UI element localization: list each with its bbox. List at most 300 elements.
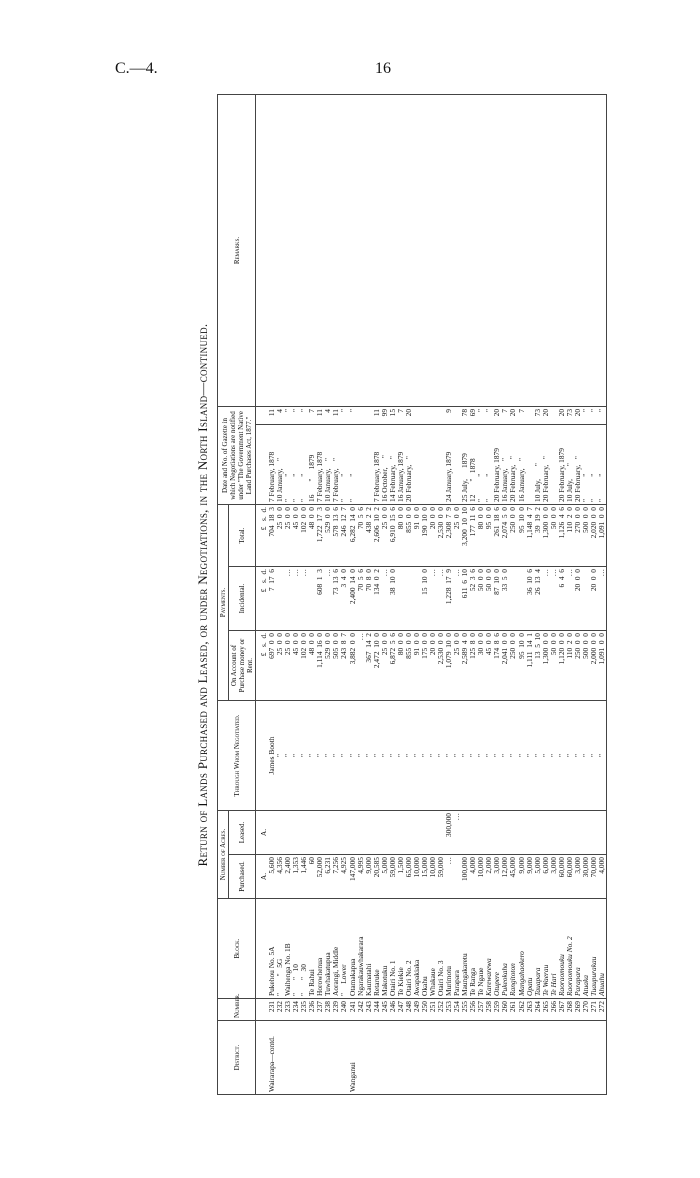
row-gazette-no: 11 [332,406,340,424]
row-purchased: 147,000 [349,855,357,899]
row-gazette-date: 25 July, 1879 [461,425,469,505]
row-gazette-date: 20 February, " [574,425,582,505]
row-purchased: 5,600 [268,855,276,899]
row-number: 233 [284,999,292,1021]
row-total: 2,020 0 0 [590,505,598,567]
row-on-account: 3,882 0 0 [349,631,357,701]
row-gazette-no: 15 [389,406,397,424]
row-through: " [413,701,421,811]
row-number: 242 [357,999,365,1021]
row-gazette-date: " " [582,425,590,505]
row-on-account: 250 0 0 [574,631,582,701]
row-number: 261 [509,999,517,1021]
row-total: 270 0 0 [574,505,582,567]
row-leased [381,811,389,855]
row-through: " [566,701,574,811]
row-on-account: 45 0 0 [485,631,493,701]
row-leased [550,811,558,855]
row-on-account: 2,472 10 0 [373,631,381,701]
row-gazette-no: " [292,406,300,424]
row-incidental: … [284,567,292,631]
row-through: " [292,701,300,811]
row-district [332,1021,340,1095]
row-incidental: 6 4 6 [558,567,566,631]
row-gazette-no: " [284,406,292,424]
row-purchased: 9,000 [365,855,373,899]
rotated-return-table [195,95,685,1095]
table-row [493,94,501,1094]
row-number: 235 [300,999,308,1021]
row-district [550,1021,558,1095]
row-block: Rangitoton [509,899,517,999]
lands-return-table [217,94,607,1095]
row-purchased: 4,000 [469,855,477,899]
row-purchased: 7,256 [332,855,340,899]
row-gazette-date: 14 February, " [389,425,397,505]
row-leased [429,811,437,855]
row-purchased: 10,000 [413,855,421,899]
units-row [256,94,269,1094]
row-remarks [284,94,292,406]
row-incidental: 15 10 0 [421,567,429,631]
col-through: Through Whom Negotiated. [218,701,256,811]
row-purchased: … [445,855,453,899]
row-gazette-no: 4 [324,406,332,424]
row-total: 438 2 2 [365,505,373,567]
row-remarks [300,94,308,406]
row-total: 246 12 7 [340,505,348,567]
row-district [598,1021,607,1095]
row-on-account: 2,041 0 0 [501,631,509,701]
row-block: Awapakiaka [413,899,421,999]
row-incidental: 7 17 6 [268,567,276,631]
row-number: 243 [365,999,373,1021]
row-number: 246 [389,999,397,1021]
row-number: 258 [485,999,493,1021]
row-gazette-no: " [590,406,598,424]
row-through: " [340,701,348,811]
row-number: 252 [437,999,445,1021]
row-incidental: … [381,567,389,631]
col-gazette: Date and No. of Gazette in which Negotiations are notified under "The Government Native Land Purchases Act, 1877." [218,406,256,504]
row-gazette-no [413,406,421,424]
row-remarks [357,94,365,406]
row-total: 91 0 0 [413,505,421,567]
row-district [518,1021,526,1095]
row-gazette-date: " " [485,425,493,505]
row-through: " [534,701,542,811]
row-through: " [542,701,550,811]
table-row [357,94,365,1094]
row-total: 855 0 0 [405,505,413,567]
row-block: Karewarewa [485,899,493,999]
row-purchased: 6,000 [542,855,550,899]
table-row [421,94,429,1094]
row-on-account: 505 0 0 [332,631,340,701]
table-row [501,94,509,1094]
row-remarks [590,94,598,406]
row-block: Tuwhakatupua [324,899,332,999]
row-total: 2,530 0 0 [437,505,445,567]
row-district [469,1021,477,1095]
row-number: 254 [453,999,461,1021]
row-remarks [509,94,517,406]
row-district: Wairarapa—contd. [268,1021,276,1095]
row-district [477,1021,485,1095]
row-block: Parapara [574,899,582,999]
col-block: Block. [218,899,256,999]
row-through: " [558,701,566,811]
row-gazette-no: 4 [276,406,284,424]
row-through: " [509,701,517,811]
row-number: 248 [405,999,413,1021]
row-through: " [598,701,607,811]
row-number: 238 [324,999,332,1021]
row-through: " [349,701,357,811]
row-gazette-date: 12 " 1878 [469,425,477,505]
row-gazette-no [357,406,365,424]
row-gazette-date: 20 February, " [405,425,413,505]
table-row [509,94,517,1094]
row-through: " [518,701,526,811]
row-remarks [566,94,574,406]
row-number: 249 [413,999,421,1021]
row-through: " [550,701,558,811]
row-block: Te Kiekie [397,899,405,999]
row-total: 80 0 0 [397,505,405,567]
row-leased [526,811,534,855]
row-on-account: 500 0 0 [582,631,590,701]
row-district [308,1021,316,1095]
table-row [373,94,381,1094]
row-on-account: … [357,631,365,701]
row-gazette-date: 10 January, " [276,425,284,505]
row-total: 1,300 0 0 [542,505,550,567]
row-district [461,1021,469,1095]
row-on-account: 25 0 0 [381,631,389,701]
row-total: 50 0 0 [550,505,558,567]
row-gazette-no: 7 [501,406,509,424]
row-on-account: 45 0 0 [292,631,300,701]
row-number: 237 [316,999,324,1021]
row-incidental: 608 1 3 [316,567,324,631]
row-purchased: 9,000 [518,855,526,899]
row-number: 266 [550,999,558,1021]
row-through: " [357,701,365,811]
row-block: Te Ranga [469,899,477,999]
row-incidental: 87 10 0 [493,567,501,631]
row-number: 244 [373,999,381,1021]
unit-money: £ s. d. [256,505,269,567]
row-gazette-no: " [485,406,493,424]
row-purchased: 15,000 [421,855,429,899]
row-through: " [389,701,397,811]
row-purchased: 3,000 [574,855,582,899]
row-incidental: 73 13 6 [332,567,340,631]
col-number: Number. [218,999,256,1021]
row-incidental: 20 0 0 [574,567,582,631]
row-incidental [397,567,405,631]
row-gazette-no: 73 [566,406,574,424]
row-number: 234 [292,999,300,1021]
row-total: 529 0 0 [324,505,332,567]
row-district [284,1021,292,1095]
row-block: Pukehou No. 5A [268,899,276,999]
row-district [493,1021,501,1095]
row-on-account: 175 0 0 [421,631,429,701]
row-district [485,1021,493,1095]
row-remarks [534,94,542,406]
unit-leased: A. [256,811,269,855]
row-incidental: … [453,567,461,631]
row-gazette-no: " [300,406,308,424]
row-remarks [332,94,340,406]
row-purchased: 3,000 [493,855,501,899]
row-on-account: 855 0 0 [405,631,413,701]
row-through: " [316,701,324,811]
row-on-account: 243 8 7 [340,631,348,701]
table-row [566,94,574,1094]
row-total: 261 18 6 [493,505,501,567]
row-gazette-date: " " [349,425,357,505]
row-gazette-no: 20 [509,406,517,424]
row-remarks [324,94,332,406]
row-total: 39 19 2 [534,505,542,567]
row-gazette-no: 20 [574,406,582,424]
row-incidental: 38 10 0 [389,567,397,631]
row-leased [469,811,477,855]
table-row [389,94,397,1094]
row-district [566,1021,574,1095]
row-total: 2,074 5 0 [501,505,509,567]
row-district [590,1021,598,1095]
row-block: Kaumatahi [365,899,373,999]
row-district [582,1021,590,1095]
row-number: 262 [518,999,526,1021]
row-remarks [469,94,477,406]
row-number: 240 [340,999,348,1021]
row-gazette-no: 20 [493,406,501,424]
row-incidental: 2,400 14 0 [349,567,357,631]
row-through: " [485,701,493,811]
row-block: Aorangi, Middle [332,899,340,999]
row-gazette-date [421,425,429,505]
row-block: Parapara [453,899,461,999]
row-remarks [526,94,534,406]
row-purchased: 10,000 [477,855,485,899]
row-total: 250 0 0 [509,505,517,567]
row-gazette-no: 20 [405,406,413,424]
row-purchased: 60 [308,855,316,899]
row-leased [501,811,509,855]
row-gazette-date: " " [284,425,292,505]
col-leased: Leased. [229,811,256,855]
row-leased [284,811,292,855]
row-gazette-no: 11 [268,406,276,424]
row-purchased: 60,000 [566,855,574,899]
row-leased [590,811,598,855]
row-gazette-date: 7 February, 1878 [316,425,324,505]
row-number: 239 [332,999,340,1021]
row-district [276,1021,284,1095]
row-incidental: … [566,567,574,631]
row-leased [373,811,381,855]
row-remarks [453,94,461,406]
row-on-account: 1,111 14 1 [526,631,534,701]
row-incidental: … [429,567,437,631]
row-gazette-no: 78 [461,406,469,424]
table-row [582,94,590,1094]
table-row [590,94,598,1094]
row-purchased: 1,353 [292,855,300,899]
row-purchased: 5,000 [381,855,389,899]
row-gazette-date: 16 January, " [501,425,509,505]
row-purchased: 59,000 [437,855,445,899]
table-row [574,94,582,1094]
row-on-account: 2,000 0 0 [590,631,598,701]
row-gazette-date: 16 January, 1879 [397,425,405,505]
row-leased [493,811,501,855]
row-on-account: 250 0 0 [509,631,517,701]
row-block: Te Waerau [542,899,550,999]
row-total: 25 0 0 [276,505,284,567]
row-number: 263 [526,999,534,1021]
row-leased [477,811,485,855]
row-purchased: 4,995 [357,855,365,899]
row-gazette-no [421,406,429,424]
row-number: 267 [558,999,566,1021]
row-gazette-date [429,425,437,505]
row-gazette-date: 7 February, 1878 [268,425,276,505]
row-remarks [574,94,582,406]
row-on-account: 1,091 0 0 [598,631,607,701]
row-remarks [550,94,558,406]
row-incidental: … [542,567,550,631]
row-incidental [405,567,413,631]
row-district [357,1021,365,1095]
row-incidental: 50 0 0 [485,567,493,631]
row-total: 1,091 0 0 [598,505,607,567]
row-incidental: 20 0 0 [590,567,598,631]
row-leased [485,811,493,855]
row-on-account: 529 0 0 [324,631,332,701]
row-remarks [493,94,501,406]
row-through: " [477,701,485,811]
row-block: Opatu [526,899,534,999]
row-gazette-date: 10 January, " [324,425,332,505]
row-purchased: 4,000 [598,855,607,899]
row-number: 241 [349,999,357,1021]
row-through: " [373,701,381,811]
row-incidental: … [598,567,607,631]
row-total: 190 10 0 [421,505,429,567]
row-district [453,1021,461,1095]
row-remarks [429,94,437,406]
row-block: Te Ngaue [477,899,485,999]
row-remarks [316,94,324,406]
row-on-account: 6,872 5 6 [389,631,397,701]
row-block: Mangahaokero [518,899,526,999]
table-row [534,94,542,1094]
row-total: 704 18 3 [268,505,276,567]
row-incidental: … [550,567,558,631]
row-gazette-date: 7 February, " [332,425,340,505]
row-remarks [381,94,389,406]
row-number: 260 [501,999,509,1021]
row-remarks [542,94,550,406]
row-block: Raoraomouku [558,899,566,999]
row-remarks [365,94,373,406]
row-district [405,1021,413,1095]
row-total: 1,148 4 7 [526,505,534,567]
row-incidental [509,567,517,631]
row-on-account: 48 0 0 [308,631,316,701]
row-district [397,1021,405,1095]
table-row [477,94,485,1094]
row-gazette-no: 11 [373,406,381,424]
row-gazette-no: " [582,406,590,424]
row-through: " [284,701,292,811]
row-block: Horowhenua [316,899,324,999]
row-block: " " 5G [276,899,284,999]
row-gazette-date: 16 " 1879 [308,425,316,505]
row-incidental: 70 8 0 [365,567,373,631]
row-district [534,1021,542,1095]
row-gazette-no: 7 [397,406,405,424]
row-number: 271 [590,999,598,1021]
row-remarks [276,94,284,406]
table-row [405,94,413,1094]
row-through: " [308,701,316,811]
table-row [268,94,276,1094]
row-leased [461,811,469,855]
row-through: " [365,701,373,811]
row-on-account: 1,300 0 0 [542,631,550,701]
row-leased [518,811,526,855]
row-number: 269 [574,999,582,1021]
row-total: 95 0 0 [485,505,493,567]
row-block: Te Rahui [308,899,316,999]
row-total: 6,910 15 6 [389,505,397,567]
row-district [381,1021,389,1095]
row-block: Maungakaretu [461,899,469,999]
row-total: 500 0 0 [582,505,590,567]
row-gazette-no: 20 [558,406,566,424]
table-row [429,94,437,1094]
row-incidental: … [324,567,332,631]
row-remarks [518,94,526,406]
row-gazette-no: " [598,406,607,424]
row-leased [340,811,348,855]
col-remarks: Remarks. [218,94,256,406]
row-incidental: 36 10 6 [526,567,534,631]
row-block: Otairi No. 1 [389,899,397,999]
row-district [413,1021,421,1095]
row-purchased: 4,925 [340,855,348,899]
row-leased [413,811,421,855]
row-on-account: 25 0 0 [453,631,461,701]
row-purchased: 20,585 [373,855,381,899]
row-block: Tuaupurakau [590,899,598,999]
row-gazette-date: " " [590,425,598,505]
col-payments-group: Payments. [218,505,229,701]
row-gazette-date: 10 July, " [566,425,574,505]
row-remarks [485,94,493,406]
row-on-account: 697 0 0 [268,631,276,701]
row-district [292,1021,300,1095]
row-block: Ngarakauwhakarara [357,899,365,999]
row-total: 1,126 4 6 [558,505,566,567]
